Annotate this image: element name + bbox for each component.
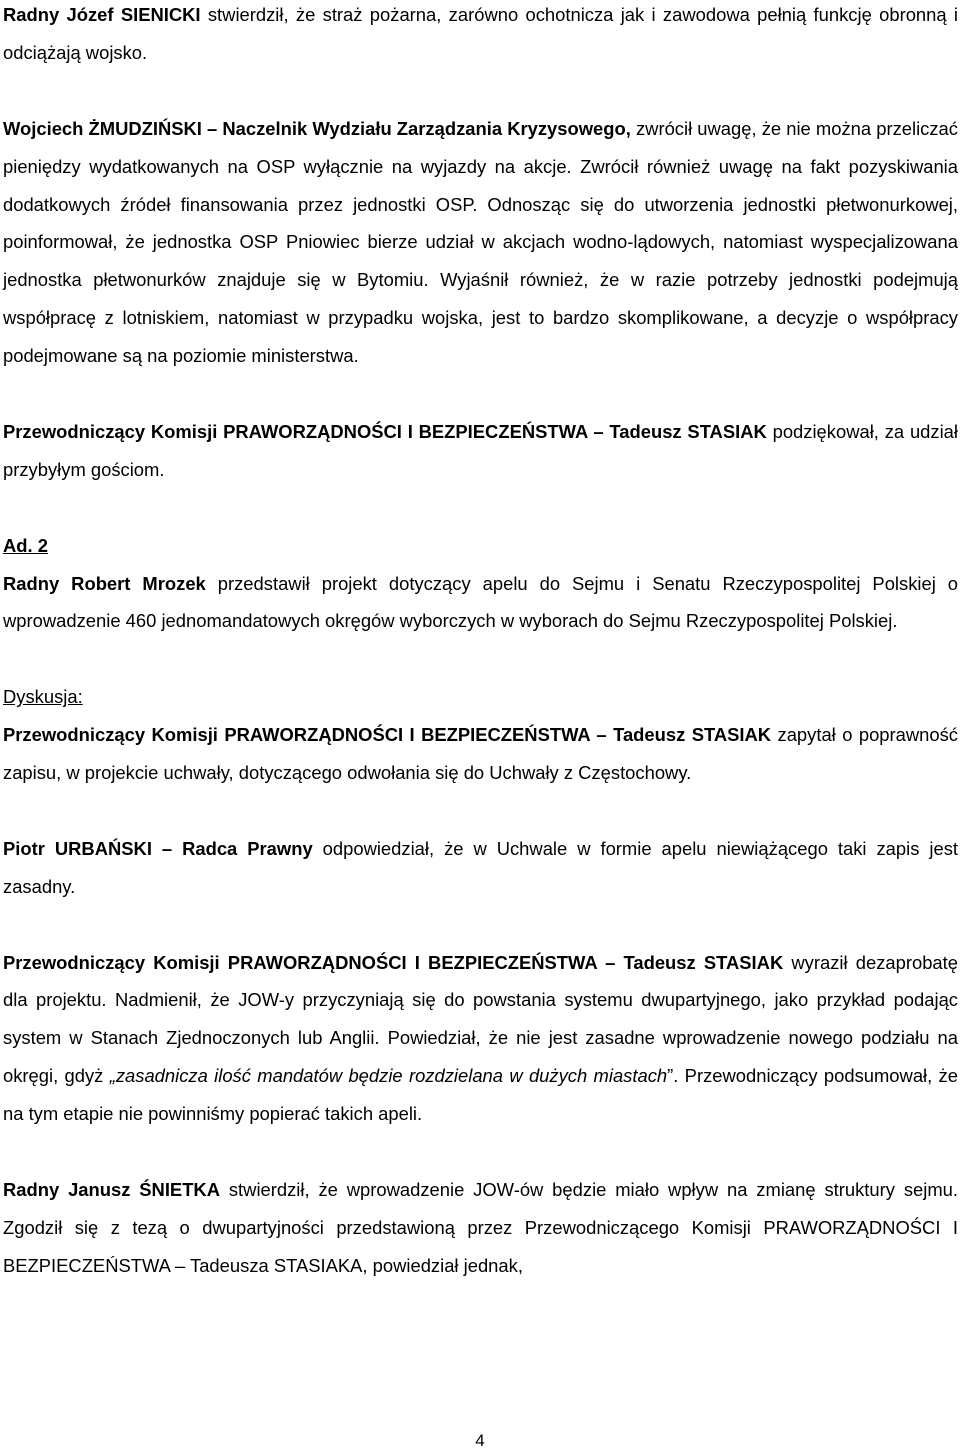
quoted-text: „zasadnicza ilość mandatów będzie rozdzielana w dużych miastach <box>109 1065 668 1087</box>
paragraph-text: zapytał o poprawność zapisu, w projekcie uchwały, dotyczącego odwołania się do Uchwały z Częstochowy. <box>3 724 959 784</box>
paragraph-stasiak-opinion <box>3 944 958 1134</box>
speaker-name: Radny Robert Mrozek <box>3 572 206 594</box>
paragraph-zmudzinski <box>3 110 958 375</box>
paragraph-snietka <box>3 1171 958 1285</box>
paragraph-text: zwrócił uwagę, że nie można przeliczać pieniędzy wydatkowanych na OSP wyłącznie na wyjazdy na akcje. Zwrócił również uwagę na fakt pozyskiwania dodatkowych źródeł finansowania przez jednostki OSP. Odnosząc się do utworzenia jednostki płetwonurkowej, poinformował, że jednostka OSP Pniowiec bierze udział w akcjach wodno-lądowych, natomiast wyspecjalizowana jednostka płetwonurków znajduje się w Bytomiu. Wyjaśnił również, że w razie potrzeby jednostki podejmują współpracę z lotniskiem, natomiast w przypadku wojska, jest to bardzo skomplikowane, a decyzje o współpracy podejmowane są na poziomie ministerstwa. <box>3 117 958 367</box>
speaker-name: Radny Janusz ŚNIETKA <box>3 1178 220 1200</box>
speaker-name: Radny Józef SIENICKI <box>3 4 201 25</box>
speaker-name: Wojciech ŻMUDZIŃSKI – Naczelnik Wydziału Zarządzania Kryzysowego, <box>3 117 631 139</box>
paragraph-text: odpowiedział, że w Uchwale w formie apelu niewiążącego taki zapis jest zasadny. <box>3 837 958 897</box>
paragraph-text: przedstawił projekt dotyczący apelu do Sejmu i Senatu Rzeczypospolitej Polskiej o wprowadzenie 460 jednomandatowych okręgów wyborczych w wyborach do Sejmu Rzeczypospolitej Polskiej. <box>3 572 958 632</box>
discussion-heading <box>3 678 958 716</box>
document-page <box>3 0 958 1285</box>
discussion-label: Dyskusja: <box>3 686 83 708</box>
paragraph-spacer <box>3 1133 958 1171</box>
speaker-name: Przewodniczący Komisji PRAWORZĄDNOŚCI I BEZPIECZEŃSTWA – Tadeusz STASIAK <box>3 420 767 442</box>
speaker-name: Przewodniczący Komisji PRAWORZĄDNOŚCI I BEZPIECZEŃSTWA – Tadeusz STASIAK <box>3 951 784 973</box>
paragraph-text: ”. Przewodniczący podsumował, że na tym etapie nie powinniśmy popierać takich apeli. <box>3 1065 958 1125</box>
paragraph-spacer <box>3 72 958 110</box>
agenda-item-heading <box>3 527 958 565</box>
paragraph-text: stwierdził, że wprowadzenie JOW-ów będzie miało wpływ na zmianę struktury sejmu. Zgodził się z tezą o dwupartyjności przedstawioną przez Przewodniczącego Komisji PRAWORZĄDNOŚCI I BEZPIECZEŃSTWA – Tadeusza STASIAKA, powiedział jednak, <box>3 1178 958 1276</box>
paragraph-spacer <box>3 375 958 413</box>
paragraph-text: stwierdził, że straż pożarna, zarówno ochotnicza jak i zawodowa pełnią funkcję obronną i odciążają wojsko. <box>3 4 959 63</box>
paragraph-text: wyraził dezaprobatę dla projektu. Nadmienił, że JOW-y przyczyniają się do powstania systemu dwupartyjnego, jako przykład podając system w Stanach Zjednoczonych lub Anglii. Powiedział, że nie jest zasadne wprowadzenie nowego podziału na okręgi, gdyż <box>3 951 958 1087</box>
speaker-name: Przewodniczący Komisji PRAWORZĄDNOŚCI I BEZPIECZEŃSTWA – Tadeusz STASIAK <box>3 724 772 746</box>
speaker-name: Piotr URBAŃSKI – Radca Prawny <box>3 837 313 859</box>
paragraph-text: podziękował, za udział przybyłym gościom. <box>3 420 959 480</box>
paragraph-spacer <box>3 640 958 678</box>
paragraph-spacer <box>3 792 958 830</box>
paragraph-spacer <box>3 906 958 944</box>
paragraph-mrozek <box>3 565 958 641</box>
paragraph-urbanski <box>3 830 958 906</box>
paragraph-stasiak-question <box>3 716 958 792</box>
page-number: 4 <box>475 1431 485 1450</box>
agenda-item-label: Ad. 2 <box>3 534 48 556</box>
paragraph-stasiak-thanks <box>3 413 958 489</box>
paragraph-spacer <box>3 489 958 527</box>
paragraph-sienicki <box>3 0 958 72</box>
